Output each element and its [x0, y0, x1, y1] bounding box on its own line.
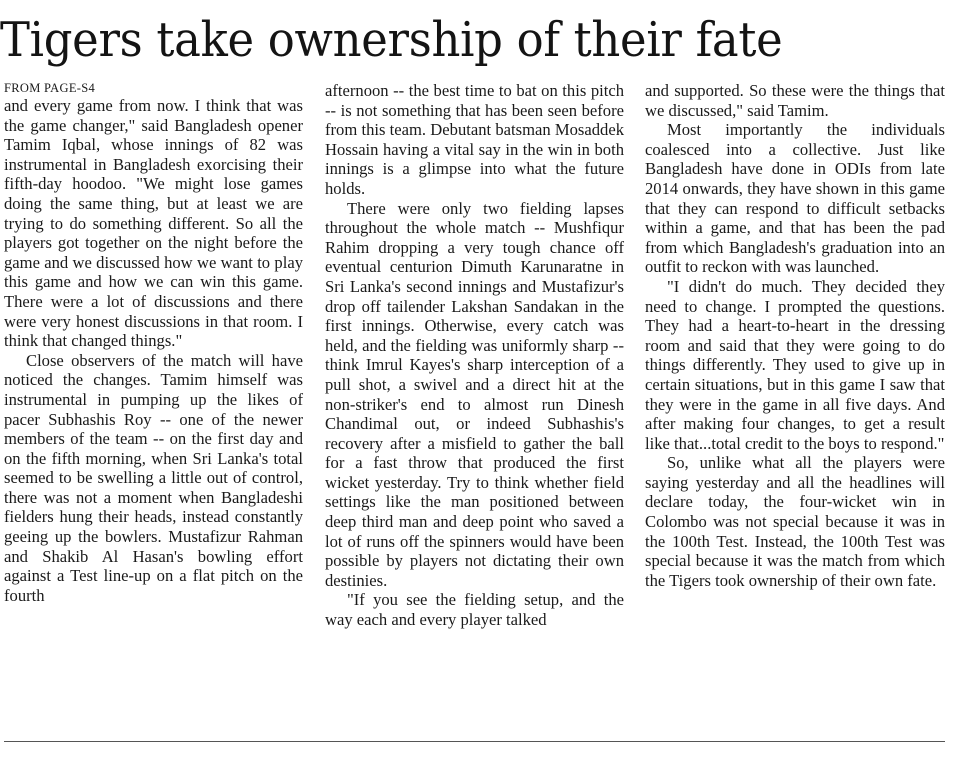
paragraph: So, unlike what all the players were saying yesterday and all the headlines will declare today, the four-wicket win in Colombo was not special because it was in the 100th Test. Instead, the 100th Test was special because it was the match from which the Tigers took ownership of their own fate. [645, 453, 945, 590]
article-column-1 [4, 81, 303, 605]
headline: Tigers take ownership of their fate [0, 12, 783, 68]
paragraph: There were only two fielding lapses throughout the whole match -- Mushfiqur Rahim dropping a very tough chance off eventual centurion Dimuth Karunaratne in Sri Lanka's second innings and Mustafizur's drop off tailender Lakshan Sandakan in the first innings. Otherwise, every catch was held, and the fielding was uniformly sharp -- think Imrul Kayes's sharp interception of a pull shot, a swivel and a direct hit at the non-striker's end to almost run Dinesh Chandimal out, or indeed Subhashis's recovery after a misfield to gather the ball for a fast throw that produced the first wicket yesterday. Try to think whether field settings like the man positioned between deep third man and deep point who saved a lot of runs off the spinners would have been possible by players not dictating their own destinies. [325, 198, 624, 590]
article-column-3 [645, 81, 945, 590]
bottom-rule [4, 741, 945, 742]
paragraph: Most importantly the individuals coalesced into a collective. Just like Bangladesh have done in ODIs from late 2014 onwards, they have shown in this game that they can respond to difficult setbacks within a game, and that has been the pad from which Bangladesh's graduation into an outfit to reckon with was launched. [645, 120, 945, 277]
paragraph: Close observers of the match will have noticed the changes. Tamim himself was instrumental in pumping up the likes of pacer Subhashis Roy -- one of the newer members of the team -- on the first day and on the fifth morning, when Sri Lanka's total seemed to be swelling a little out of control, there was not a moment when Bangladeshi fielders hung their heads, instead constantly geeing up the bowlers. Mustafizur Rahman and Shakib Al Hasan's bowling effort against a Test line-up on a flat pitch on the fourth [4, 350, 303, 605]
paragraph: and every game from now. I think that was the game changer," said Bangladesh opener Tamim Iqbal, whose innings of 82 was instrumental in Bangladesh exorcising their fifth-day hoodoo. "We might lose games doing the same thing, but at least we are trying to do something different. So all the players got together on the night before the game and we discussed how we want to play this game and how we can win this game. There were a lot of discussions and there were very honest discussions in that room. I think that changed things." [4, 96, 303, 351]
jump-line: FROM PAGE-S4 [4, 81, 96, 95]
paragraph: "I didn't do much. They decided they need to change. I prompted the questions. They had a heart-to-heart in the dressing room and said that they were going to do things differently. They used to give up in certain situations, but in this game I saw that they were in the game in all five days. And after making four changes, to get a result like that...total credit to the boys to respond." [645, 276, 945, 453]
paragraph: "If you see the fielding setup, and the way each and every player talked [325, 590, 624, 630]
paragraph: afternoon -- the best time to bat on this pitch -- is not something that has been seen before from this team. Debutant batsman Mosaddek Hossain having a vital say in the win in both innings is a glimpse into what the future holds. [325, 81, 624, 198]
article-column-2 [325, 81, 624, 630]
paragraph: and supported. So these were the things that we discussed," said Tamim. [645, 81, 945, 120]
